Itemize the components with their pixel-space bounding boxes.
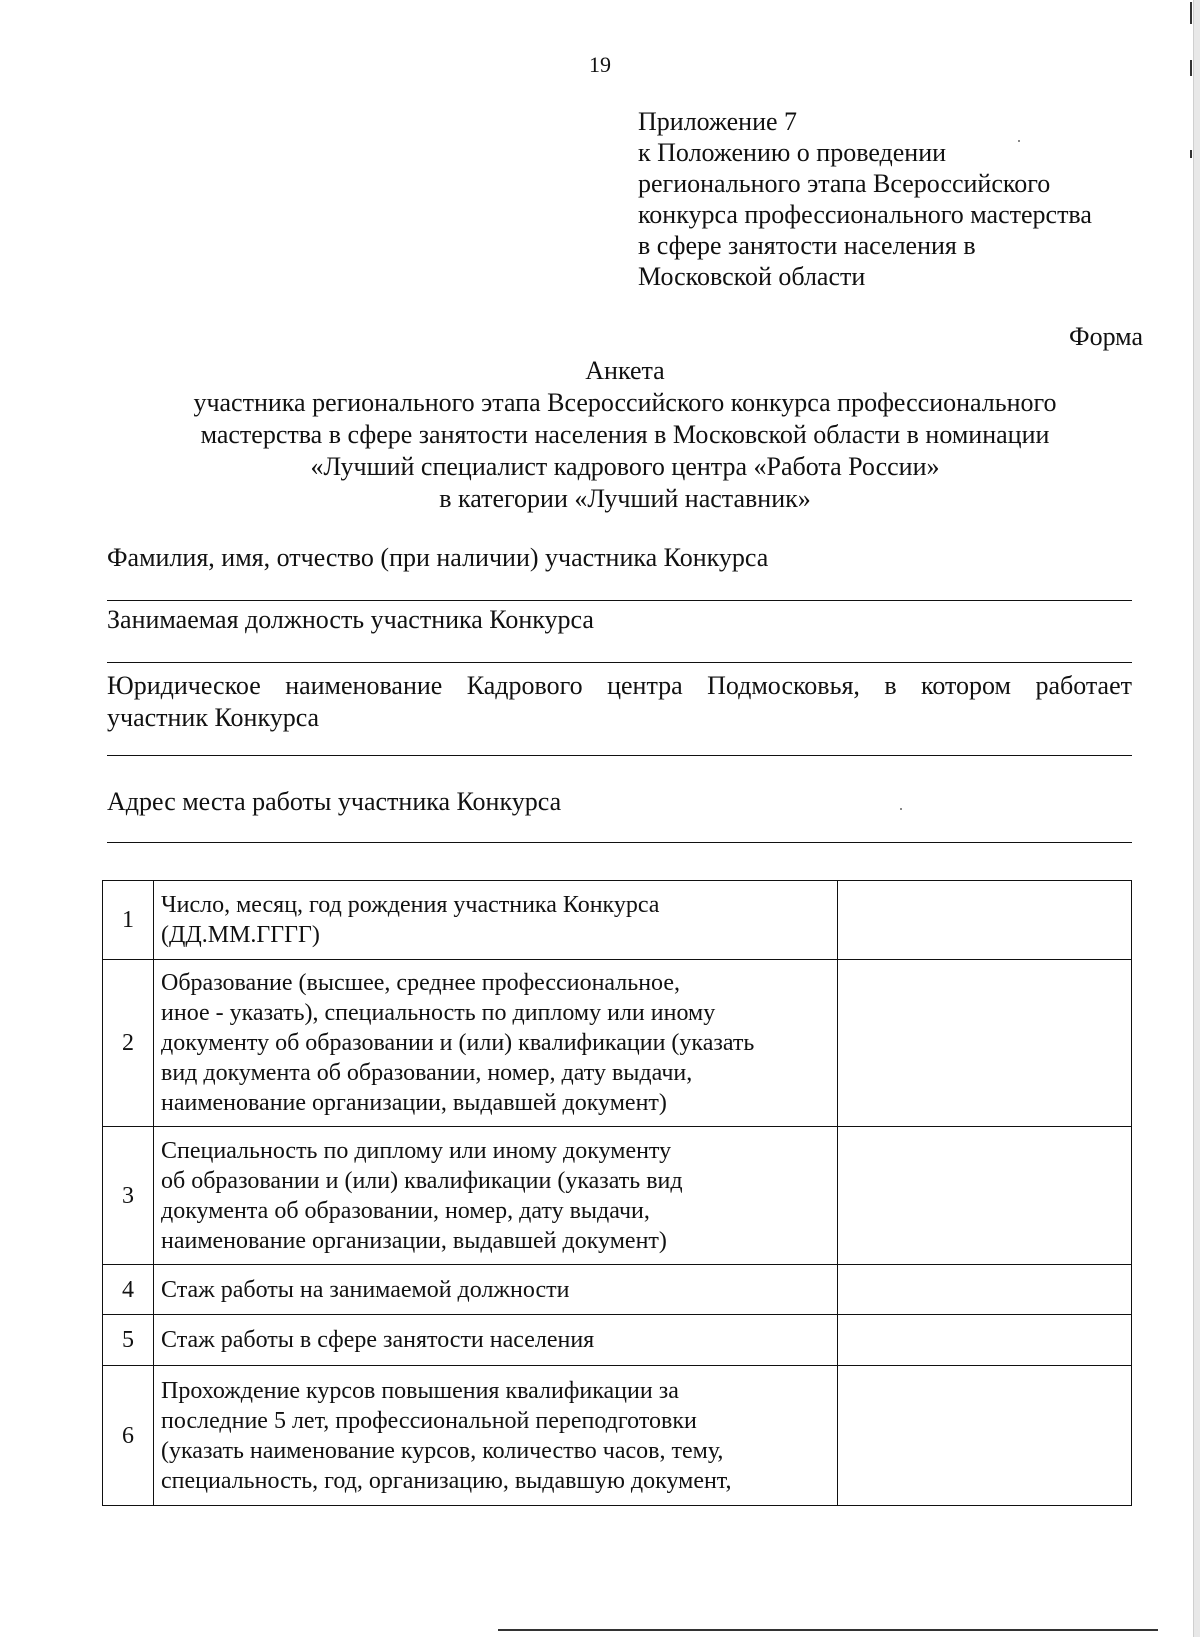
row-text-line: последние 5 лет, профессиональной переподготовки xyxy=(161,1407,697,1434)
org-name-label-line1: Юридическое наименование Кадрового центра Подмосковья, в котором работает xyxy=(107,671,1132,700)
row-text-line: наименование организации, выдавшей документ) xyxy=(161,1090,667,1116)
row-number: 5 xyxy=(103,1315,154,1366)
work-address-blank[interactable] xyxy=(107,842,1132,843)
row-text-line: документа об образовании, номер, дату выдачи, xyxy=(161,1197,650,1224)
questionnaire-table xyxy=(102,880,1132,1506)
form-label: Форма xyxy=(1069,322,1143,351)
title-line: мастерства в сфере занятости населения в Московской области в номинации xyxy=(200,420,1050,449)
table-row xyxy=(103,1127,1132,1265)
row-description xyxy=(154,960,838,1127)
row-text-line: специальность, год, организацию, выдавшую документ, xyxy=(161,1467,732,1494)
appendix-line: Приложение 7 xyxy=(638,107,798,136)
appendix-header xyxy=(638,106,1158,292)
row-value-cell[interactable] xyxy=(838,1366,1132,1506)
table-row xyxy=(103,1366,1132,1506)
row-number: 3 xyxy=(103,1127,154,1265)
row-text-line: вид документа об образовании, номер, дату выдачи, xyxy=(161,1060,693,1086)
row-number: 6 xyxy=(103,1366,154,1506)
row-description xyxy=(154,881,838,960)
scan-mark xyxy=(1190,150,1192,158)
scan-mark xyxy=(1190,2,1192,24)
title-line: участника регионального этапа Всероссийского конкурса профессионального xyxy=(193,388,1057,417)
row-text-line: Стаж работы на занимаемой должности xyxy=(161,1276,570,1303)
row-text-line: Образование (высшее, среднее профессиональное, xyxy=(161,970,680,996)
row-text-line: иное - указать), специальность по диплому или иному xyxy=(161,1000,716,1026)
row-description xyxy=(154,1127,838,1265)
row-text-line: Стаж работы в сфере занятости населения xyxy=(161,1327,595,1353)
row-text-line: Число, месяц, год рождения участника Конкурса xyxy=(161,892,660,918)
document-title xyxy=(100,355,1150,515)
appendix-line: к Положению о проведении xyxy=(638,138,947,167)
row-value-cell[interactable] xyxy=(838,1315,1132,1366)
row-number: 2 xyxy=(103,960,154,1127)
row-description xyxy=(154,1366,838,1506)
org-name-label-line2: участник Конкурса xyxy=(107,703,320,732)
row-number: 4 xyxy=(103,1265,154,1315)
title-line: Анкета xyxy=(585,356,665,385)
row-text-line: об образовании и (или) квалификации (указать вид xyxy=(161,1167,683,1194)
row-text-line: Специальность по диплому или иному документу xyxy=(161,1137,672,1164)
appendix-line: Московской области xyxy=(638,262,866,291)
full-name-label: Фамилия, имя, отчество (при наличии) участника Конкурса xyxy=(107,543,769,572)
position-blank[interactable] xyxy=(107,662,1132,663)
title-line: «Лучший специалист кадрового центра «Работа России» xyxy=(310,452,940,481)
table-row xyxy=(103,960,1132,1127)
row-description xyxy=(154,1315,838,1366)
work-address-label: Адрес места работы участника Конкурса xyxy=(107,787,562,816)
table-row xyxy=(103,1265,1132,1315)
appendix-line: в сфере занятости населения в xyxy=(638,231,976,260)
row-text-line: Прохождение курсов повышения квалификации за xyxy=(161,1377,679,1404)
row-description xyxy=(154,1265,838,1315)
row-text-line: документу об образовании и (или) квалификации (указать xyxy=(161,1030,755,1056)
org-name-blank[interactable] xyxy=(107,755,1132,756)
table-row xyxy=(103,881,1132,960)
scan-bottom-mark xyxy=(498,1629,1158,1631)
position-label: Занимаемая должность участника Конкурса xyxy=(107,605,594,634)
appendix-line: регионального этапа Всероссийского xyxy=(638,169,1051,198)
row-value-cell[interactable] xyxy=(838,960,1132,1127)
scan-edge xyxy=(1193,0,1200,1637)
appendix-line: конкурса профессионального мастерства xyxy=(638,200,1092,229)
row-number: 1 xyxy=(103,881,154,960)
title-line: в категории «Лучший наставник» xyxy=(439,484,811,513)
row-text-line: (ДД.ММ.ГГГГ) xyxy=(161,922,320,948)
row-value-cell[interactable] xyxy=(838,1265,1132,1315)
table-row xyxy=(103,1315,1132,1366)
row-value-cell[interactable] xyxy=(838,881,1132,960)
row-value-cell[interactable] xyxy=(838,1127,1132,1265)
page-number: 19 xyxy=(589,52,611,77)
full-name-blank[interactable] xyxy=(107,600,1132,601)
row-text-line: (указать наименование курсов, количество часов, тему, xyxy=(161,1437,724,1464)
row-text-line: наименование организации, выдавшей документ) xyxy=(161,1227,667,1254)
